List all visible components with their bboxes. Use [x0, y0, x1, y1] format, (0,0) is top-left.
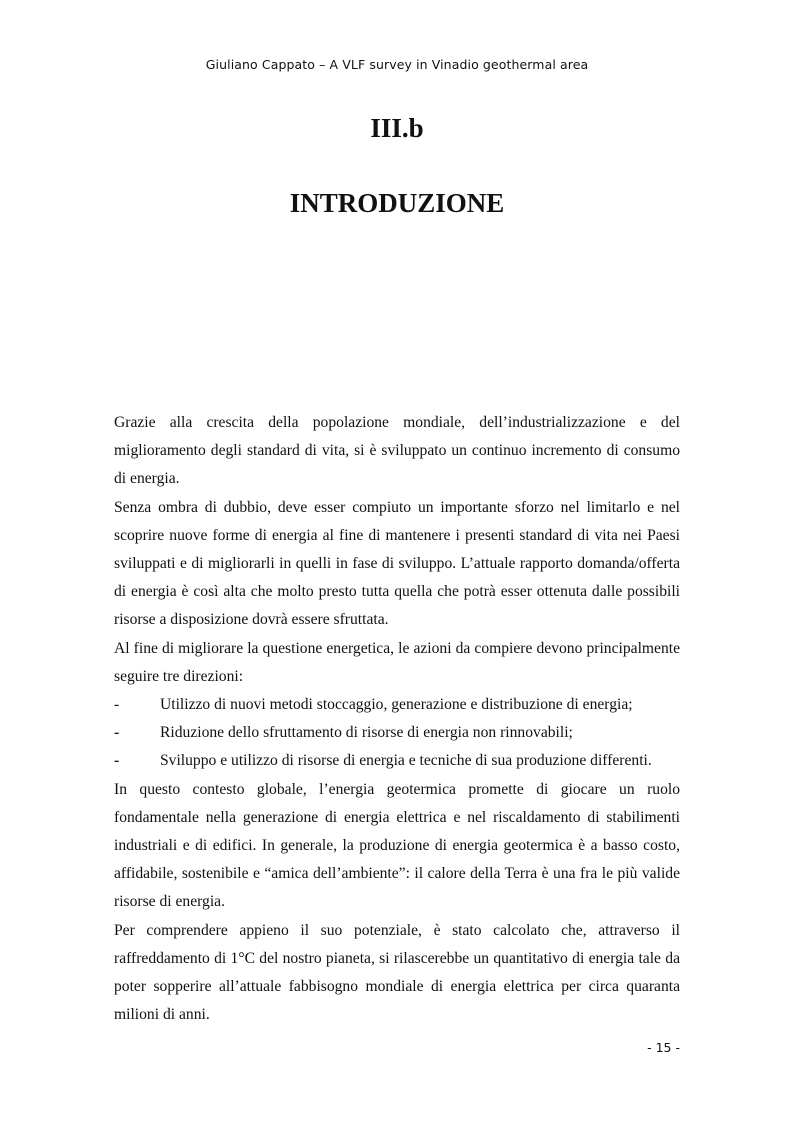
list-item-marker: - [114, 752, 120, 770]
list-item-marker: - [114, 724, 120, 742]
list-item-text: Riduzione dello sfruttamento di risorse di energia non rinnovabili; [160, 724, 573, 742]
directions-list [114, 691, 680, 776]
paragraph-4: In questo contesto globale, l’energia geotermica promette di giocare un ruolo fondamentale nella generazione di energia elettrica e nel riscaldamento di stabilimenti industriali e di edifici. In generale, la produzione di energia geotermica è a basso costo, affidabile, sostenibile e “amica dell’ambiente”: il calore della Terra è una fra le più valide risorse di energia. [114, 780, 680, 911]
paragraph-3: Al fine di migliorare la questione energetica, le azioni da compiere devono principalmente seguire tre direzioni: [114, 639, 680, 685]
section-number: III.b [370, 113, 424, 143]
list-item-marker: - [114, 696, 120, 714]
paragraph-1: Grazie alla crescita della popolazione mondiale, dell’industrializzazione e del miglioramento degli standard di vita, si è sviluppato un continuo incremento di consumo di energia. [114, 414, 680, 488]
list-item-text: Sviluppo e utilizzo di risorse di energia e tecniche di sua produzione differenti. [160, 752, 652, 770]
paragraph-5: Per comprendere appieno il suo potenziale, è stato calcolato che, attraverso il raffreddamento di 1°C del nostro pianeta, si rilascerebbe un quantitativo di energia tale da poter sopperire all’attuale fabbisogno mondiale di energia elettrica per circa quaranta milioni di anni. [114, 921, 680, 1024]
list-item [114, 691, 680, 719]
page-number: - 15 - [647, 1040, 680, 1055]
paragraph-2: Senza ombra di dubbio, deve esser compiuto un importante sforzo nel limitarlo e nel scoprire nuove forme di energia al fine di mantenere i presenti standard di vita nei Paesi sviluppati e di migliorarli in quelli in fase di sviluppo. L’attuale rapporto domanda/offerta di energia è così alta che molto presto tutta quella che potrà esser ottenuta dalle possibili risorse a disposizione dovrà essere sfruttata. [114, 498, 680, 629]
list-item-text: Utilizzo di nuovi metodi stoccaggio, generazione e distribuzione di energia; [160, 696, 633, 714]
section-title: INTRODUZIONE [289, 188, 505, 218]
body-text [114, 409, 680, 1029]
list-item [114, 747, 680, 775]
list-item [114, 719, 680, 747]
running-header: Giuliano Cappato – A VLF survey in Vinadio geothermal area [205, 57, 589, 72]
